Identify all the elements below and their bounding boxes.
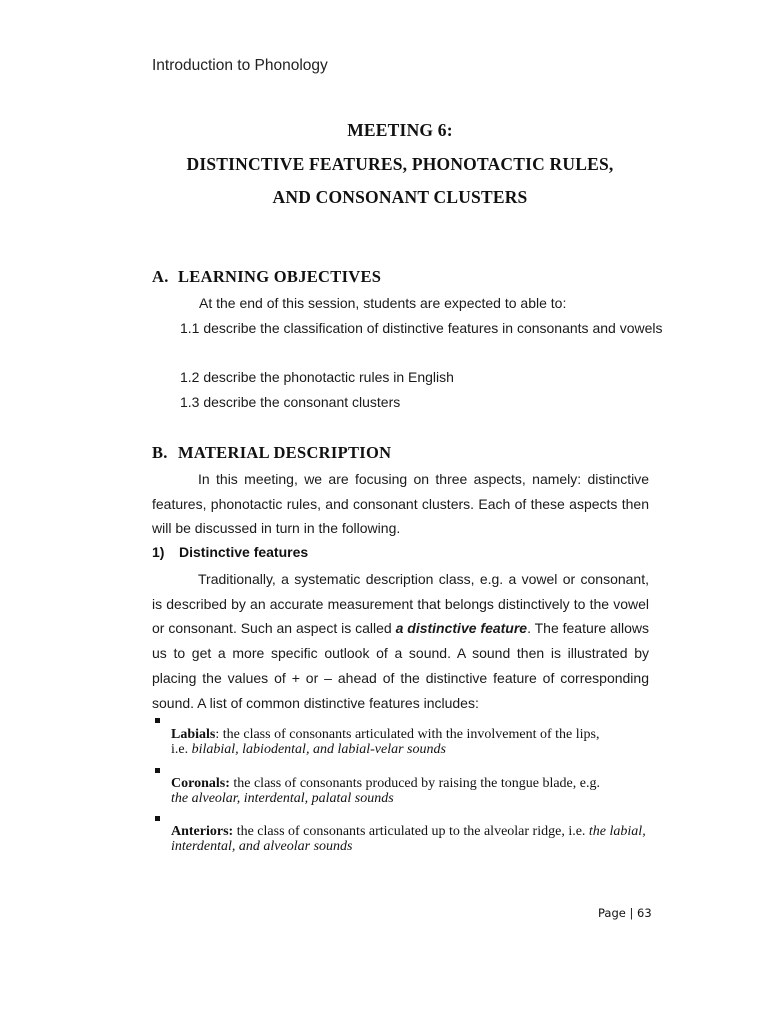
- section-a-number: A.: [152, 267, 169, 286]
- feature-list-item: [171, 776, 651, 806]
- running-header: Introduction to Phonology: [152, 57, 328, 74]
- section-a-heading: [152, 267, 381, 287]
- section-b-title: MATERIAL DESCRIPTION: [178, 443, 392, 462]
- meeting-number-title: MEETING 6:: [347, 120, 453, 140]
- paragraph-text-after-term: . The feature allows us to get a more specific outlook of a sound. A sound then is illustrated by placing the values of + or – ahead of the distinctive feature of corresponding sound. A list of common distinctive features includes:: [152, 620, 650, 711]
- feature-description: the class of consonants produced by raising the tongue blade, e.g.: [229, 776, 600, 791]
- feature-list-item: [171, 824, 651, 854]
- feature-term: Labials: [171, 727, 216, 742]
- bullet-icon: [155, 816, 160, 821]
- feature-example-lead: i.e.: [171, 742, 192, 757]
- material-intro-paragraph: In this meeting, we are focusing on three aspects, namely: distinctive features, phonotactic rules, and consonant clusters. Each of these aspects then will be discussed in turn in the following.: [152, 471, 649, 537]
- feature-term: Anteriors:: [171, 824, 234, 839]
- objectives-intro: At the end of this session, students are expected to able to:: [199, 295, 567, 311]
- subsection-title: Distinctive features: [179, 544, 309, 560]
- meeting-title-line-1: DISTINCTIVE FEATURES, PHONOTACTIC RULES,: [186, 154, 614, 174]
- paragraph-text-before-term: Traditionally, a systematic description class, e.g. a vowel or consonant, is described by an accurate measurement that belongs distinctively to the vowel or consonant. Such an aspect is called: [152, 571, 649, 637]
- feature-description: : the class of consonants articulated with the involvement of the lips,: [215, 727, 600, 742]
- objective-item: 1.2 describe the phonotactic rules in English: [180, 369, 454, 385]
- section-a-title: LEARNING OBJECTIVES: [178, 267, 382, 286]
- page-number-footer: Page | 63: [598, 906, 652, 920]
- objective-item: 1.1 describe the classification of distinctive features in consonants and vowels: [180, 320, 663, 336]
- objective-item: 1.3 describe the consonant clusters: [180, 394, 401, 410]
- subsection-number: 1): [152, 544, 165, 560]
- bullet-icon: [155, 718, 160, 723]
- feature-description: the class of consonants articulated up to the alveolar ridge, i.e.: [233, 824, 589, 839]
- feature-examples: the labial, interdental, and alveolar sounds: [171, 824, 646, 854]
- meeting-title-line-2: AND CONSONANT CLUSTERS: [272, 187, 528, 207]
- feature-examples: the alveolar, interdental, palatal sounds: [171, 791, 394, 806]
- feature-examples: bilabial, labiodental, and labial-velar sounds: [191, 742, 446, 757]
- feature-term: Coronals:: [171, 776, 230, 791]
- section-b-number: B.: [152, 443, 168, 462]
- subsection-heading: [152, 544, 308, 560]
- distinctive-features-paragraph: [152, 567, 649, 715]
- emphasized-term: a distinctive feature: [395, 620, 528, 637]
- section-b-heading: [152, 443, 391, 463]
- feature-list-item: [171, 727, 651, 757]
- bullet-icon: [155, 768, 160, 773]
